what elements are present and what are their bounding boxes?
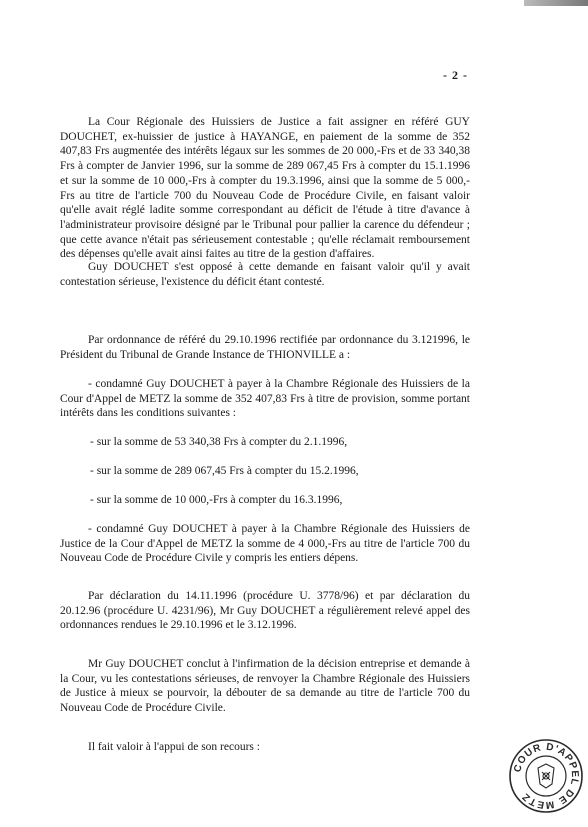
paragraph-conclusions: Mr Guy DOUCHET conclut à l'infirmation de la décision entreprise et demande à la Cour, vu les contestations sérieuses, de renvoyer la Chambre Régionale des Huissiers de Justice à mieux se pourvoir, la débouter de sa demande au titre de l'article 700 du Nouveau Code de Procédure Civile.	[60, 658, 470, 715]
page-number: - 2 -	[443, 68, 468, 82]
list-item-interets-3: - sur la somme de 10 000,-Frs à compter du 16.3.1996,	[90, 494, 343, 506]
paragraph-assignation: La Cour Régionale des Huissiers de Justice a fait assigner en référé GUY DOUCHET, ex-huissier de justice à HAYANGE, en paiement de la somme de 352 407,83 Frs augmentée des intérêts légaux sur les sommes de 20 000,-Frs et de 33 340,38 Frs à compter de Janvier 1996, sur la somme de 289 067,45 Frs à compter du 15.1.1996 et sur la somme de 10 000,-Frs à compter du 19.3.1996, ainsi que la somme de 5 000,-Frs au titre de l'article 700 du Nouveau Code de Procédure Civile, en faisant valoir qu'elle avait réglé ladite somme correspondant au déficit de l'étude à titre d'avance à l'administrateur provisoire désigné par le Tribunal pour pallier la carence du défendeur ; que cette avance n'était pas sérieusement contestable ; qu'elle réclamait remboursement des dépenses qu'elle avait ainsi faites au titre de la gestion d'affaires.	[60, 116, 470, 261]
scan-corner-mark	[524, 0, 588, 6]
paragraph-appel: Par déclaration du 14.11.1996 (procédure U. 3778/96) et par déclaration du 20.12.96 (procédure U. 4231/96), Mr Guy DOUCHET a régulièrement relevé appel des ordonnances rendues le 29.10.1996 et le 3.12.1996.	[60, 590, 470, 632]
court-seal-stamp	[508, 738, 584, 814]
list-item-interets-2: - sur la somme de 289 067,45 Frs à compter du 15.2.1996,	[90, 465, 359, 477]
list-item-interets-1: - sur la somme de 53 340,38 Frs à compter du 2.1.1996,	[90, 436, 348, 448]
paragraph-condamnation-article-700: - condamné Guy DOUCHET à payer à la Chambre Régionale des Huissiers de Justice de la Cour d'Appel de METZ la somme de 4 000,-Frs au titre de l'article 700 du Nouveau Code de Procédure Civile y compris les entiers dépens.	[60, 523, 470, 565]
paragraph-condamnation-provision: - condamné Guy DOUCHET à payer à la Chambre Régionale des Huissiers de la Cour d'Appel de METZ la somme de 352 407,83 Frs à titre de provision, somme portant intérêts dans les conditions suivantes :	[60, 378, 470, 420]
paragraph-opposition: Guy DOUCHET s'est opposé à cette demande en faisant valoir qu'il y avait contestation sérieuse, l'existence du déficit étant contesté.	[60, 261, 470, 288]
paragraph-ordonnance: Par ordonnance de référé du 29.10.1996 rectifiée par ordonnance du 3.121996, le Président du Tribunal de Grande Instance de THIONVILLE a :	[60, 334, 470, 361]
paragraph-recours: Il fait valoir à l'appui de son recours :	[88, 741, 260, 753]
seal-emblem-icon	[538, 764, 554, 788]
seal-text: COUR D'APPEL DE METZ	[512, 741, 581, 811]
